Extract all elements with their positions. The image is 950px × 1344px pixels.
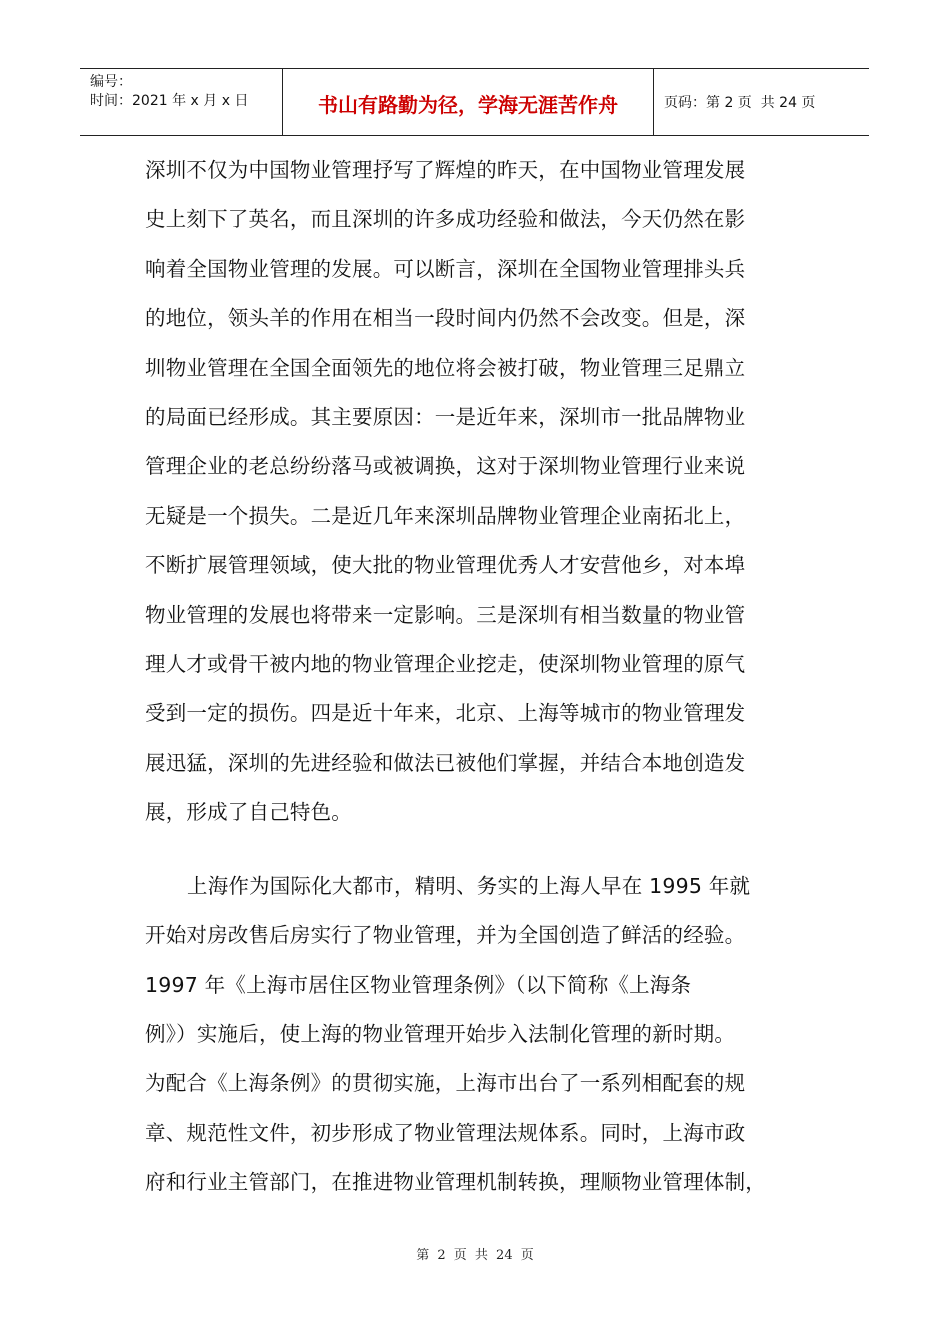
text-line: 展，形成了自己特色。: [145, 800, 352, 825]
paragraph-shanghai: [145, 862, 805, 1208]
text-line: 府和行业主管部门，在推进物业管理机制转换，理顺物业管理体制，: [145, 1170, 766, 1195]
header-motto: 书山有路勤为径，学海无涯苦作舟: [283, 69, 654, 135]
text-line: 管理企业的老总纷纷落马或被调换，这对于深圳物业管理行业来说: [145, 454, 746, 479]
paragraph-spacer: [145, 838, 805, 862]
text-line: 受到一定的损伤。四是近十年来，北京、上海等城市的物业管理发: [145, 701, 746, 726]
document-body: [145, 146, 805, 1208]
text-line: 章、规范性文件，初步形成了物业管理法规体系。同时，上海市政: [145, 1120, 746, 1145]
page-header: [80, 68, 869, 136]
text-line: 理人才或骨干被内地的物业管理企业挖走，使深圳物业管理的原气: [145, 652, 746, 677]
header-meta: [80, 69, 283, 135]
text-line: 展迅猛，深圳的先进经验和做法已被他们掌握，并结合本地创造发: [145, 750, 746, 775]
text-line: 物业管理的发展也将带来一定影响。三是深圳有相当数量的物业管: [145, 602, 746, 627]
header-page-info-cell: [654, 69, 869, 135]
text-line: 响着全国物业管理的发展。可以断言，深圳在全国物业管理排头兵: [145, 256, 746, 281]
text-line: 史上刻下了英名，而且深圳的许多成功经验和做法，今天仍然在影: [145, 207, 746, 232]
text-line: 圳物业管理在全国全面领先的地位将会被打破，物业管理三足鼎立: [145, 355, 746, 380]
text-line: 的局面已经形成。其主要原因：一是近年来，深圳市一批品牌物业: [145, 405, 746, 430]
document-date: 时间：2021 年 x 月 x 日: [90, 93, 249, 109]
text-line: 1997 年《上海市居住区物业管理条例》（以下简称《上海条: [145, 972, 692, 997]
text-line: 例》）实施后，使上海的物业管理开始步入法制化管理的新时期。: [145, 1021, 736, 1046]
header-page-info: 页码：第 2 页 共 24 页: [664, 95, 816, 111]
text-line: 无疑是一个损失。二是近几年来深圳品牌物业管理企业南拓北上，: [145, 503, 746, 528]
text-line: 为配合《上海条例》的贯彻实施，上海市出台了一系列相配套的规: [145, 1071, 746, 1096]
page-footer: 第 2 页 共 24 页: [416, 1248, 534, 1263]
paragraph-shenzhen: [145, 146, 805, 838]
text-line: 的地位，领头羊的作用在相当一段时间内仍然不会改变。但是，深: [145, 306, 746, 331]
text-line: 深圳不仅为中国物业管理抒写了辉煌的昨天，在中国物业管理发展: [145, 158, 746, 182]
text-line: 开始对房改售后房实行了物业管理，并为全国创造了鲜活的经验。: [145, 923, 746, 948]
text-line: 不断扩展管理领域，使大批的物业管理优秀人才安营他乡，对本埠: [145, 553, 746, 578]
text-line: 上海作为国际化大都市，精明、务实的上海人早在 1995 年就: [187, 873, 751, 898]
document-number-label: 编号：: [90, 74, 132, 90]
